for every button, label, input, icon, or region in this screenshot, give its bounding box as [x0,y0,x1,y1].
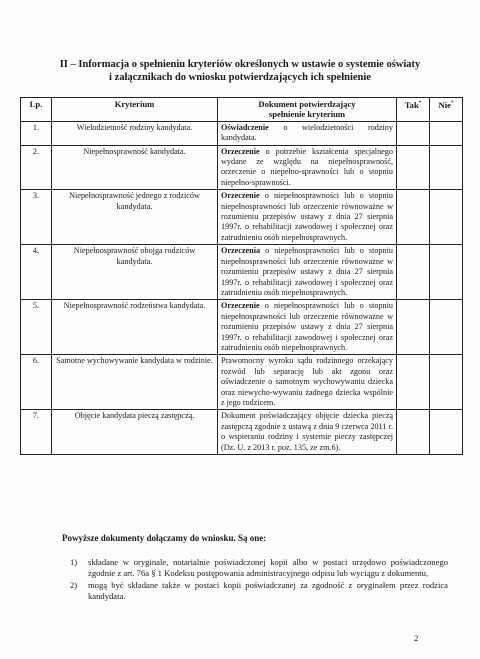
row-tak-cell[interactable] [397,121,430,145]
row-tak-cell[interactable] [397,355,430,410]
list-item-text: składane w oryginale, notarialnie poświadczonej kopii albo w postaci urzędowo poświadczonego zgodnie z art. 76a § 1 Kodeksu postępowania administracyjnego odpisu lub wyciągu z dokumentu, [88,557,448,578]
row-dokument [218,145,397,190]
list-item-number: 2) [70,580,78,590]
table-row [21,355,463,410]
row-kryterium: Samotne wychowywanie kandydata w rodzinie. [52,355,218,410]
header-kryterium: Kryterium [52,98,218,122]
header-tak [397,98,430,122]
list-item [70,557,448,579]
row-dokument-bold: Orzeczenia [221,246,261,256]
table-row [21,410,463,455]
row-lp: 5. [21,300,52,355]
row-dokument [218,190,397,245]
row-kryterium: Niepełnosprawność obojga rodziców kandydata. [52,245,218,300]
header-nie [430,98,463,122]
page-number: 2 [414,633,419,643]
table-row [21,245,463,300]
row-kryterium: Niepełnosprawność kandydata. [52,145,218,190]
row-lp: 1. [21,121,52,145]
documents-heading: Powyższe dokumenty dołączamy do wniosku. Są one: [62,533,267,543]
row-dokument-text: o potrzebie kształcenia specjalnego wydane ze względu na niepełnosprawność, orzeczenie o niepełno-sprawności lub o stopniu niepełno-sprawności. [221,146,393,187]
row-kryterium: Niepełnosprawność jednego z rodziców kandydata. [52,190,218,245]
row-dokument-text: o wielodzietności rodziny kandydata. [221,122,393,143]
row-dokument-text: o niepełnosprawności lub o stopniu niepełnosprawności lub orzeczenie równoważne w rozumieniu przepisów ustawy z dnia 27 sierpnia 1997r. o rehabilitacji zawodowej i społecznej oraz zatrudnieniu osób niepełnosprawnych. [221,191,393,242]
header-lp: Lp. [21,98,52,122]
row-dokument [218,410,397,455]
header-dokument-line-2: spełnienie kryterium [268,109,346,120]
criteria-table [20,97,463,455]
row-lp: 7. [21,410,52,455]
row-nie-cell[interactable] [430,410,463,455]
row-dokument-text: o niepełnosprawności lub o stopniu niepełnosprawności lub orzeczenie równoważne w rozumieniu przepisów ustawy z dnia 27 sierpnia 1997r. o rehabilitacji zawodowej i społecznej oraz zatrudnieniu osób niepełnosprawnych. [221,301,393,352]
header-dokument [218,98,397,122]
header-tak-label: Tak [404,99,419,110]
row-dokument-text: Dokument poświadczający objęcie dziecka pieczą zastępczą zgodnie z ustawą z dnia 9 czerwca 2011 r. o wspieraniu rodziny i systemie pieczy zastępczej (Dz. U. z 2013 r. poz. 135, ze zm.6). [221,411,393,452]
row-kryterium: Objęcie kandydata pieczą zastępczą. [52,410,218,455]
row-dokument [218,121,397,145]
row-dokument-bold: Orzeczenie [221,146,260,156]
row-nie-cell[interactable] [430,355,463,410]
row-kryterium: Niepełnosprawność rodzeństwa kandydata. [52,300,218,355]
table-header-row [21,98,463,122]
row-dokument-bold: Orzeczenie [221,191,260,201]
documents-list [70,557,448,603]
row-tak-cell[interactable] [397,190,430,245]
section-title-line-1: II – Informacja o spełnieniu kryteriów określonych w ustawie o systemie oświaty [59,59,421,70]
header-dokument-line-1: Dokument potwierdzający [258,99,356,109]
row-nie-cell[interactable] [430,145,463,190]
row-tak-cell[interactable] [397,245,430,300]
row-dokument-bold: Orzeczenie [221,301,260,311]
table-row [21,121,463,145]
row-tak-cell[interactable] [397,300,430,355]
row-kryterium: Wielodzietność rodziny kandydata. [52,121,218,145]
table-row [21,300,463,355]
list-item-text: mogą być składane także w postaci kopii poświadczanej za zgodność z oryginałem przez rodzica kandydata. [88,580,448,601]
table-row [21,145,463,190]
row-nie-cell[interactable] [430,245,463,300]
footnote-mark-nie: * [450,101,454,106]
list-item-number: 1) [70,557,78,567]
row-dokument [218,300,397,355]
row-lp: 6. [21,355,52,410]
row-tak-cell[interactable] [397,410,430,455]
table-row [21,190,463,245]
row-dokument [218,245,397,300]
row-dokument-text: o niepełnosprawności lub o stopniu niepełnosprawności lub orzeczenie równoważne w rozumieniu przepisów ustawy z dnia 27 sierpnia 1997r. o rehabilitacji zawodowej i społecznej oraz zatrudnieniu osób niepełnosprawnych. [221,246,393,297]
row-dokument-text: Prawomocny wyroku sądu rodzinnego orzekający rozwód lub separację lub akt zgonu oraz oświadczenie o samotnym wychowywaniu dziecka oraz niewycho-wywaniu żadnego dziecka wspólnie z jego rodzicem. [221,356,393,407]
row-dokument [218,355,397,410]
row-lp: 3. [21,190,52,245]
row-tak-cell[interactable] [397,145,430,190]
row-dokument-bold: Oświadczenie [221,122,269,132]
row-lp: 4. [21,245,52,300]
list-item [70,580,448,602]
section-title [20,58,460,84]
row-nie-cell[interactable] [430,300,463,355]
row-nie-cell[interactable] [430,190,463,245]
row-nie-cell[interactable] [430,121,463,145]
row-lp: 2. [21,145,52,190]
header-nie-label: Nie [438,99,451,110]
footnote-mark-tak: * [418,101,422,106]
section-title-line-2: i załącznikach do wniosku potwierdzających ich spełnienie [109,72,371,83]
